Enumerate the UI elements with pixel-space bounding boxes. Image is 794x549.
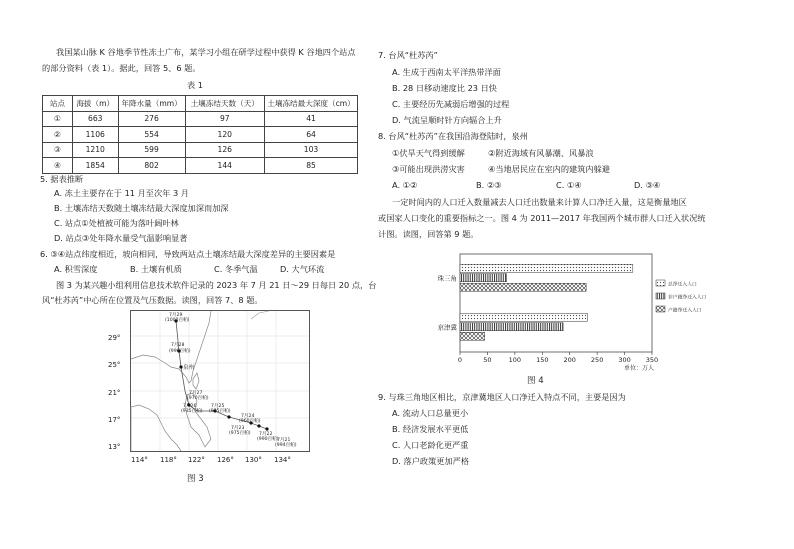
table-cell: 144	[185, 158, 265, 174]
table-header: 土壤冻结天数（天）	[185, 96, 265, 112]
point-date: 7月21	[277, 438, 291, 443]
x-tick-label: 350	[645, 356, 659, 364]
legend-swatch	[656, 306, 665, 312]
table-cell: 1106	[72, 127, 118, 143]
table-row	[43, 142, 358, 158]
table-row	[43, 111, 358, 127]
table-header: 站点	[43, 96, 73, 112]
point-date: 7月28	[171, 343, 185, 348]
table-header: 海拔（m）	[72, 96, 118, 112]
lon-label: 130°	[245, 456, 262, 464]
bar	[460, 332, 485, 340]
table-cell: 663	[72, 111, 118, 127]
fig4-caption: 图 4	[527, 376, 544, 386]
point-date: 7月27	[189, 391, 203, 396]
lat-label: 29°	[108, 334, 121, 342]
x-tick-label: 0	[457, 356, 463, 364]
q7-option-c: C. 主要经历先减弱后增强的过程	[392, 99, 510, 109]
table-cell: 802	[118, 158, 185, 174]
table-cell: 64	[265, 127, 358, 143]
intro-line-1: 我国某山脉 K 谷地季节性冻土广布，某学习小组在研学过程中获得 K 谷地四个站点	[56, 47, 356, 57]
table-cell: 97	[185, 111, 265, 127]
point-date: 7月29	[169, 313, 183, 318]
table-cell: 85	[265, 158, 358, 174]
table-cell: 126	[185, 142, 265, 158]
fig3-intro-2: 风“杜苏芮”中心所在位置及气压数据。读图，回答 7、8 题。	[42, 295, 263, 305]
q7-stem: 7. 台风“杜苏芮”	[378, 50, 438, 60]
bar	[460, 283, 586, 291]
track-point	[227, 415, 230, 418]
q6-option-d: D. 大气环流	[280, 264, 325, 274]
fig3-intro-1: 图 3 为某兴趣小组利用信息技术软件记录的 2023 年 7 月 21 日～29 日每日 20 点，台	[56, 280, 377, 290]
q8-item-3: ③可能出现洪涝灾害	[392, 164, 465, 174]
q5-option-a: A. 冻土主要存在于 11 月至次年 3 月	[54, 188, 189, 198]
point-pressure: (970百帕)	[187, 396, 209, 401]
para-line-2: 或国家人口变化的重要指标之一。图 4 为 2011—2017 年我国两个城市群人口迁入状况统	[378, 213, 706, 223]
q9-option-b: B. 经济发展水平更低	[392, 424, 469, 434]
lon-label: 126°	[217, 456, 234, 464]
q9-option-d: D. 落户政策更加严格	[392, 456, 470, 466]
place-quanzhou: 泉州	[183, 365, 195, 371]
q5-option-b: B. 土壤冻结天数随土壤冻结最大深度加深而加深	[54, 203, 229, 213]
q8-item-1: ①伏旱天气得到缓解	[392, 148, 465, 158]
table-header-row	[43, 96, 358, 112]
q9-stem: 9. 与珠三角地区相比，京津冀地区人口净迁入特点不同，主要是因为	[378, 392, 626, 402]
track-point	[265, 427, 268, 430]
q6-option-a: A. 积雪深度	[54, 264, 98, 274]
table-cell: 599	[118, 142, 185, 158]
table-cell: ①	[43, 111, 73, 127]
lon-label: 114°	[131, 456, 148, 464]
table-row	[43, 158, 358, 174]
point-date: 7月24	[241, 414, 255, 419]
table-header: 土壤冻结最大深度（cm）	[265, 96, 358, 112]
lat-label: 13°	[108, 443, 121, 451]
x-tick-label: 200	[563, 356, 576, 364]
table-cell: 1854	[72, 158, 118, 174]
coastline	[251, 311, 269, 319]
q8-stem: 8. 台风“杜苏芮”在我国沿海登陆时，泉州	[378, 131, 528, 141]
lat-label: 21°	[108, 389, 121, 397]
q8-option-a: A. ①②	[392, 180, 418, 190]
category-label: 珠三角	[437, 274, 457, 283]
unit-label: 单位：万人	[623, 365, 654, 372]
q8-item-4: ④当地居民应在室内的建筑内躲避	[488, 164, 610, 174]
point-date: 7月23	[231, 426, 245, 431]
legend-label: 户籍净迁入人口	[668, 308, 702, 314]
point-date: 7月25	[211, 404, 225, 409]
coastline	[131, 405, 181, 451]
q7-option-a: A. 生成于西南太平洋热带洋面	[392, 67, 501, 77]
map-svg	[131, 311, 309, 451]
point-date: 7月22	[259, 432, 273, 437]
q9-option-c: C. 人口老龄化更严重	[392, 440, 469, 450]
point-pressure: (990百帕)	[169, 349, 191, 354]
table-cell: ②	[43, 127, 73, 143]
point-date: 7月26	[183, 404, 197, 409]
table-cell: 1210	[72, 142, 118, 158]
point-pressure: (975百帕)	[229, 431, 251, 436]
legend-label: 总净迁入人口	[668, 282, 697, 288]
legend-label: 非户籍净迁入人口	[668, 295, 707, 301]
bar	[460, 313, 587, 321]
lon-label: 122°	[188, 456, 205, 464]
intro-line-2: 的部分资料（表 1）。据此，回答 5、6 题。	[42, 63, 201, 73]
table-cell: 41	[265, 111, 358, 127]
table-title: 表 1	[187, 80, 203, 90]
q8-option-c: C. ①④	[556, 180, 582, 190]
point-pressure: (1000百帕)	[165, 318, 190, 323]
bar	[460, 264, 633, 272]
q7-option-b: B. 28 日移动速度比 23 日快	[392, 83, 497, 93]
data-table	[42, 95, 358, 174]
bar-chart-svg	[428, 248, 707, 376]
x-tick-label: 250	[590, 356, 604, 364]
x-tick-label: 150	[536, 356, 549, 364]
lon-label: 134°	[274, 456, 291, 464]
lat-label: 25°	[108, 361, 121, 369]
q7-option-d: D. 气流呈顺时针方向辐合上升	[392, 115, 502, 125]
lat-label: 17°	[108, 416, 121, 424]
fig3-caption: 图 3	[187, 474, 204, 484]
table-cell: 103	[265, 142, 358, 158]
category-label: 京津冀	[437, 323, 457, 332]
x-tick-label: 100	[508, 356, 522, 364]
track-point	[257, 424, 260, 427]
taiwan-island	[193, 373, 199, 389]
para-line-1: 一定时间内的人口迁入数量减去人口迁出数量来计算人口净迁入量，这是衡量地区	[392, 197, 687, 207]
q8-option-d: D. ③④	[634, 180, 661, 190]
population-bar-chart	[428, 248, 707, 376]
q6-option-c: C. 冬季气温	[214, 264, 258, 274]
q9-option-a: A. 流动人口总量更小	[392, 408, 469, 418]
lon-label: 118°	[160, 456, 177, 464]
q8-item-2: ②附近海域有风暴潮、风暴浪	[488, 148, 594, 158]
bar	[460, 323, 563, 331]
table-cell: 120	[185, 127, 265, 143]
point-pressure: (960百帕)	[239, 419, 261, 424]
bar	[460, 274, 507, 282]
typhoon-track-map	[130, 310, 310, 452]
table-cell: 276	[118, 111, 185, 127]
point-pressure: (994百帕)	[275, 443, 297, 448]
q8-option-b: B. ②③	[476, 180, 502, 190]
table-cell: ③	[43, 142, 73, 158]
point-pressure: (925百帕)	[209, 409, 231, 414]
q5-stem: 5. 据表推断	[40, 174, 84, 184]
point-pressure: (935百帕)	[181, 409, 203, 414]
map-grid	[131, 311, 309, 451]
table-header: 年降水量（mm）	[118, 96, 185, 112]
legend-swatch	[656, 280, 665, 286]
point-labels	[165, 311, 297, 448]
q5-option-d: D. 站点③处年降水量受气温影响显著	[54, 233, 188, 243]
table-cell: ④	[43, 158, 73, 174]
q6-stem: 6. ③④站点纬度相近，坡向相同，导致两站点土壤冻结最大深度差异的主要因素是	[40, 249, 336, 259]
table-row	[43, 127, 358, 143]
legend-swatch	[656, 293, 665, 299]
q5-option-c: C. 站点①处植被可能为落叶阔叶林	[54, 218, 179, 228]
x-tick-label: 300	[618, 356, 631, 364]
point-pressure: (990百帕)	[257, 437, 279, 442]
q6-option-b: B. 土壤有机质	[130, 264, 182, 274]
para-line-3: 计图。读图，回答第 9 题。	[378, 229, 479, 239]
table-cell: 554	[118, 127, 185, 143]
x-tick-label: 50	[483, 356, 492, 364]
